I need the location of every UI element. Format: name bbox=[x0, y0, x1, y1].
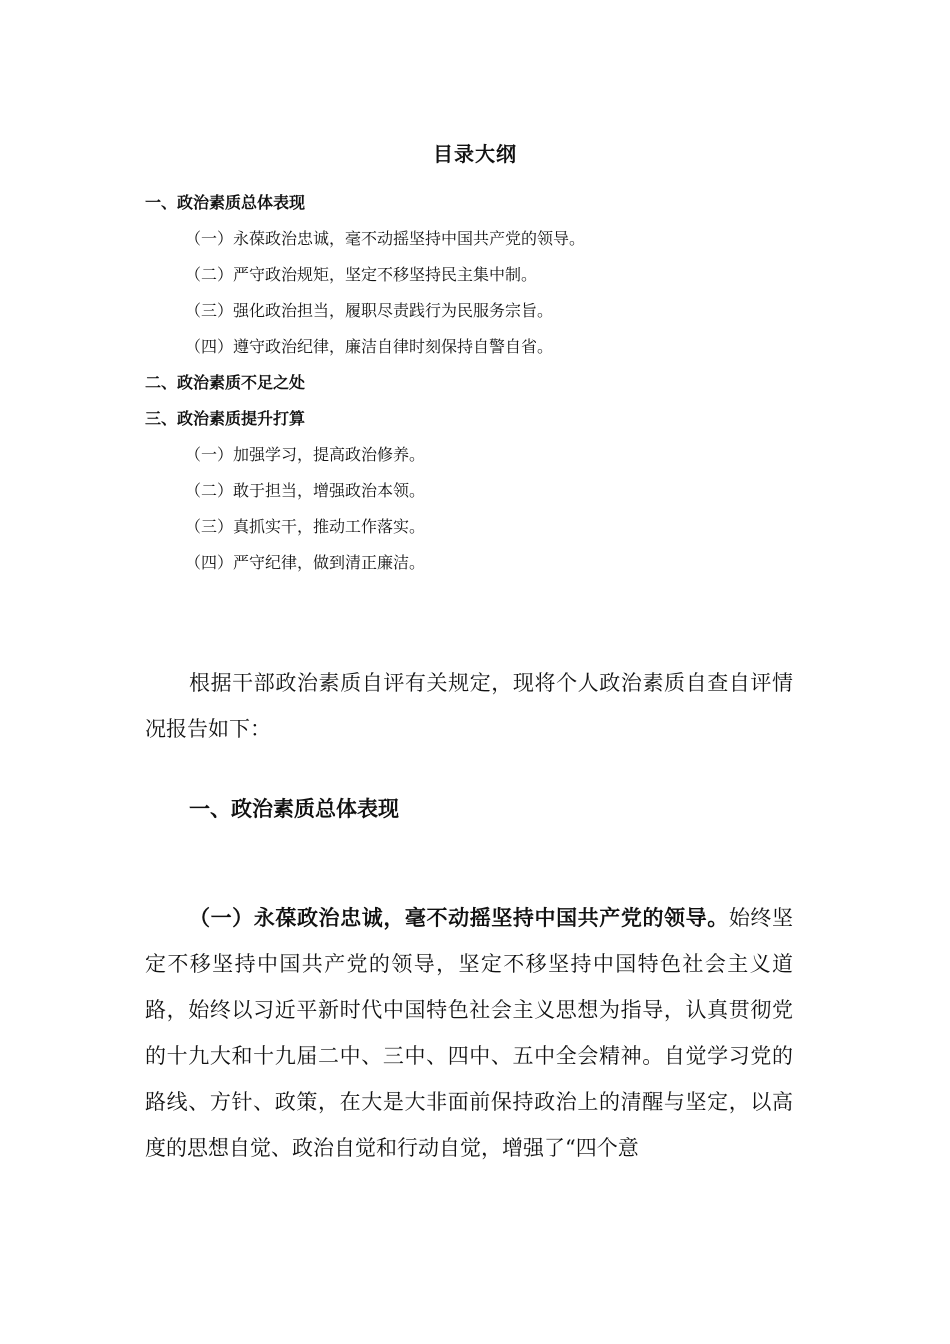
toc-item: （一）永葆政治忠诚，毫不动摇坚持中国共产党的领导。 bbox=[185, 229, 586, 248]
paragraph-text: 始终坚定不移坚持中国共产党的领导，坚定不移坚持中国特色社会主义道路，始终以习近平新时代中国特色社会主义思想为指导，认真贯彻党的十九大和十九届二中、三中、四中、五中全会精神。自觉学习党的路线、方针、政策，在大是大非面前保持政治上的清醒与坚定，以高度的思想自觉、政治自觉和行动自觉，增强了“四个意 bbox=[145, 906, 793, 1160]
toc-title: 目录大纲 bbox=[433, 142, 517, 166]
table-of-contents bbox=[145, 185, 805, 581]
toc-item: （二）严守政治规矩，坚定不移坚持民主集中制。 bbox=[185, 265, 538, 284]
toc-item: （三）强化政治担当，履职尽责践行为民服务宗旨。 bbox=[185, 301, 554, 320]
toc-item: （四）遵守政治纪律，廉洁自律时刻保持自警自省。 bbox=[185, 337, 554, 356]
toc-item: （三）真抓实干，推动工作落实。 bbox=[185, 517, 426, 536]
toc-item: （二）敢于担当，增强政治本领。 bbox=[185, 481, 426, 500]
toc-item: （一）加强学习，提高政治修养。 bbox=[185, 445, 426, 464]
toc-item: （四）严守纪律，做到清正廉洁。 bbox=[185, 553, 426, 572]
paragraph-lead: （一）永葆政治忠诚，毫不动摇坚持中国共产党的领导。 bbox=[189, 905, 729, 930]
toc-item: 三、政治素质提升打算 bbox=[145, 409, 306, 428]
body-paragraph bbox=[145, 895, 793, 1171]
toc-item: 一、政治素质总体表现 bbox=[145, 193, 306, 212]
toc-item: 二、政治素质不足之处 bbox=[145, 373, 306, 392]
section-heading: 一、政治素质总体表现 bbox=[189, 796, 399, 821]
intro-paragraph: 根据干部政治素质自评有关规定，现将个人政治素质自查自评情况报告如下： bbox=[145, 671, 793, 741]
